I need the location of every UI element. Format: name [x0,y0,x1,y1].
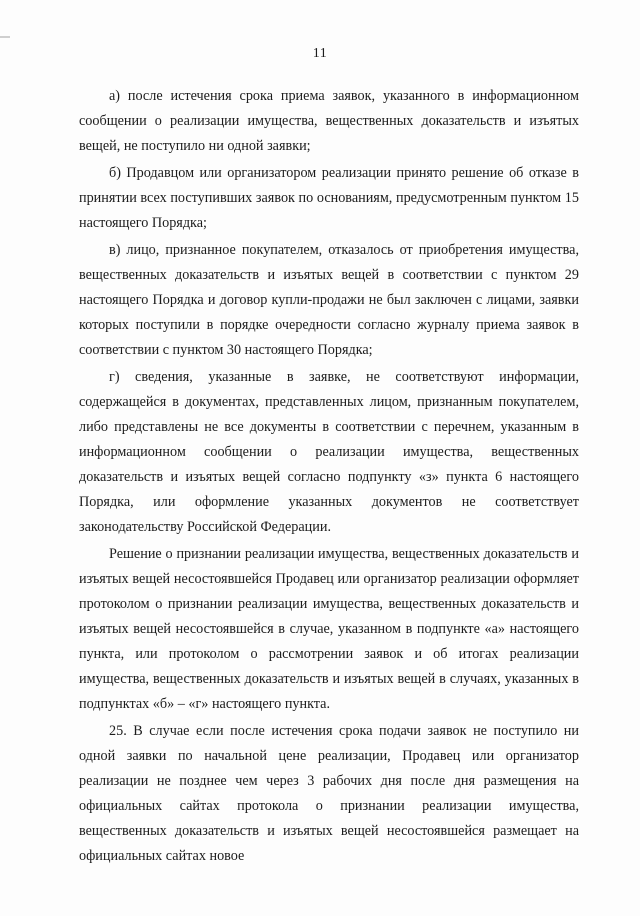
scan-edge-mark [0,36,10,38]
paragraph-item-g: г) сведения, указанные в заявке, не соответствуют информации, содержащейся в документах, представленных лицом, признанным покупателем, либо представлены не все документы в соответствии с перечнем, указанным в информационном сообщении о реализации имущества, вещественных доказательств и изъятых вещей согласно подпункту «з» пункта 6 настоящего Порядка, или оформление указанных документов не соответствует законодательству Российской Федерации. [79,369,579,535]
page-number: 11 [312,46,328,61]
paragraph-item-v: в) лицо, признанное покупателем, отказалось от приобретения имущества, вещественных доказательств и изъятых вещей в соответствии с пунктом 29 настоящего Порядка и договор купли-продажи не был заключен с лицами, заявки которых поступили в порядке очередности согласно журналу приема заявок в соответствии с пунктом 30 настоящего Порядка; [79,242,579,358]
paragraph-item-b: б) Продавцом или организатором реализации принято решение об отказе в принятии всех поступивших заявок по основаниям, предусмотренным пунктом 15 настоящего Порядка; [79,165,579,231]
document-body [79,84,579,869]
paragraph-item-a: а) после истечения срока приема заявок, указанного в информационном сообщении о реализации имущества, вещественных доказательств и изъятых вещей, не поступило ни одной заявки; [79,88,579,154]
paragraph-clause-25: 25. В случае если после истечения срока подачи заявок не поступило ни одной заявки по начальной цене реализации, Продавец или организатор реализации не позднее чем через 3 рабочих дня после дня размещения на официальных сайтах протокола о признании реализации имущества, вещественных доказательств и изъятых вещей несостоявшейся размещает на официальных сайтах новое [79,723,579,864]
paragraph-decision: Решение о признании реализации имущества, вещественных доказательств и изъятых вещей несостоявшейся Продавец или организатор реализации оформляет протоколом о признании реализации имущества, вещественных доказательств и изъятых вещей несостоявшейся в случае, указанном в подпункте «а» настоящего пункта, или протоколом о рассмотрении заявок и об итогах реализации имущества, вещественных доказательств и изъятых вещей в случаях, указанных в подпунктах «б» – «г» настоящего пункта. [79,546,579,712]
